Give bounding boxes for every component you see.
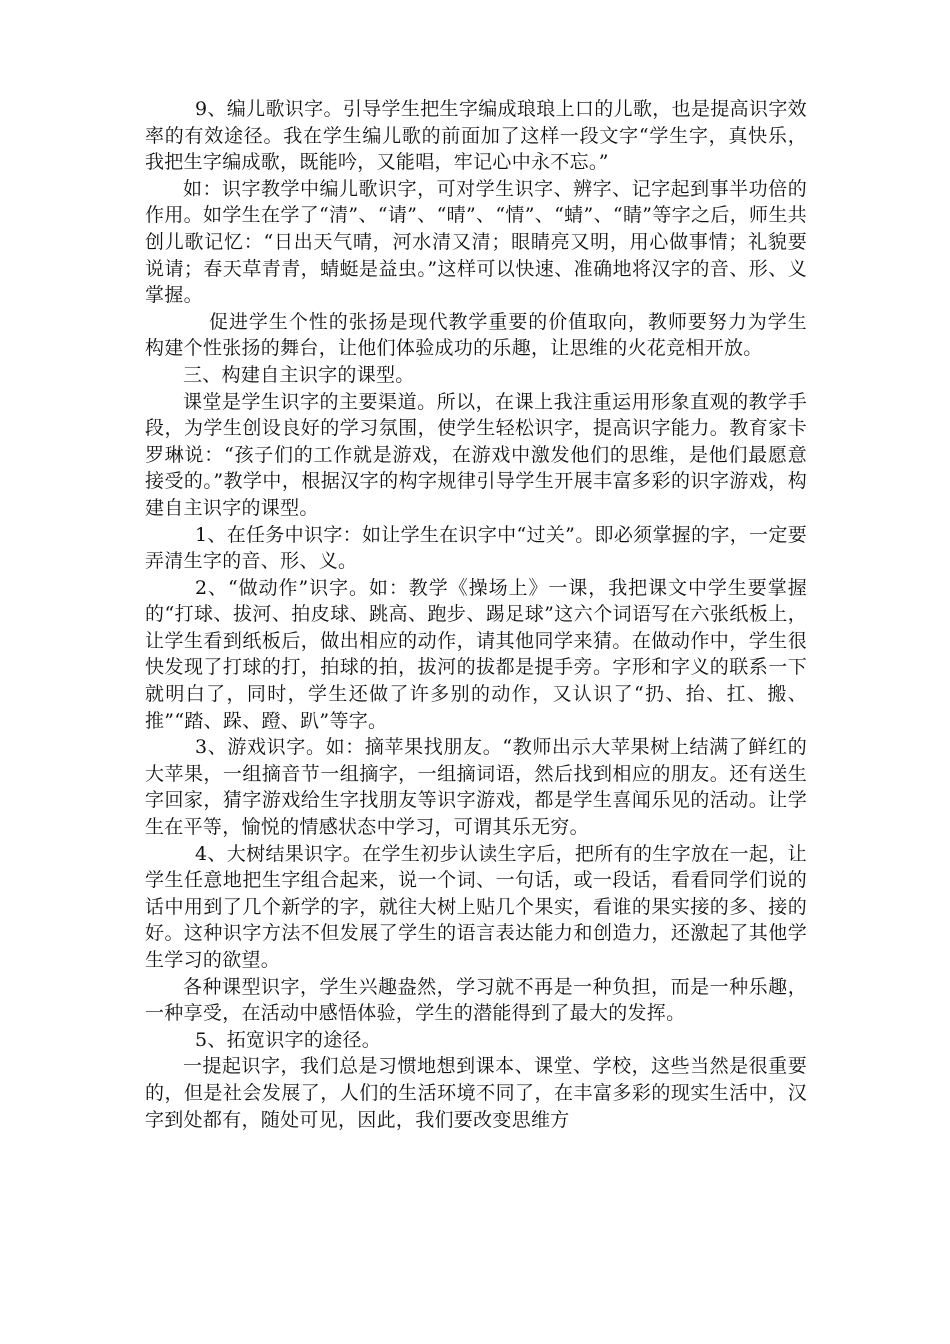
paragraph-action-literacy: 2、“做动作”识字。如：教学《操场上》一课，我把课文中学生要掌握的“打球、拔河、拍皮球、跳高、跑步、踢足球”这六个词语写在六张纸板上，让学生看到纸板后，做出相应的动作，请其他同学来猜。在做动作中，学生很快发现了打球的打，拍球的拍，拔河的拔都是提手旁。字形和字义的联系一下就明白了，同时，学生还做了许多别的动作，又认识了“扔、抬、扛、搬、推”“踏、跺、蹬、趴”等字。 bbox=[145, 576, 807, 732]
paragraph-individuality: 促进学生个性的张扬是现代教学重要的价值取向，教师要努力为学生构建个性张扬的舞台，让他们体验成功的乐趣，让思维的火花竞相开放。 bbox=[145, 310, 807, 360]
paragraph-classroom: 课堂是学生识字的主要渠道。所以，在课上我注重运用形象直观的教学手段，为学生创设良好的学习氛围，使学生轻松识字，提高识字能力。教育家卡罗琳说：“孩子们的工作就是游戏，在游戏中激发他们的思维，是他们最愿意接受的。”教学中，根据汉字的构字规律引导学生开展丰富多彩的识字游戏，构建自主识字的课型。 bbox=[145, 390, 807, 519]
paragraph-broaden-heading: 5、拓宽识字的途径。 bbox=[195, 1028, 382, 1051]
paragraph-lesson-types: 各种课型识字，学生兴趣盎然，学习就不再是一种负担，而是一种乐趣，一种享受，在活动中感悟体验，学生的潜能得到了最大的发挥。 bbox=[145, 975, 807, 1025]
section-heading-3: 三、构建自主识字的课型。 bbox=[183, 363, 415, 386]
paragraph-children-song: 9、编儿歌识字。引导学生把生字编成琅琅上口的儿歌，也是提高识字效率的有效途径。我在学生编儿歌的前面加了这样一段文字“学生字，真快乐，我把生字编成歌，既能吟，又能唱，牢记心中永不忘。” bbox=[145, 98, 807, 174]
paragraph-game-literacy: 3、游戏识字。如：摘苹果找朋友。“教师出示大苹果树上结满了鲜红的大苹果，一组摘音节一组摘字，一组摘词语，然后找到相应的朋友。还有送生字回家，猜字游戏给生字找朋友等识字游戏，都是学生喜闻乐见的活动。让学生在平等，愉悦的情感状态中学习，可谓其乐无穷。 bbox=[145, 736, 807, 839]
document-body bbox=[145, 96, 807, 1133]
paragraph-tree-literacy: 4、大树结果识字。在学生初步认读生字后，把所有的生字放在一起，让学生任意地把生字组合起来，说一个词、一句话，或一段话，看看同学们说的话中用到了几个新学的字，就往大树上贴几个果实，看谁的果实接的多、接的好。这种识字方法不但发展了学生的语言表达能力和创造力，还激起了其他学生学习的欲望。 bbox=[145, 842, 807, 971]
paragraph-song-example: 如：识字教学中编儿歌识字，可对学生识字、辨字、记字起到事半功倍的作用。如学生在学了“清”、“请”、“晴”、“情”、“蜻”、“睛”等字之后，师生共创儿歌记忆：“日出天气晴，河水清又清；眼睛亮又明，用心做事情；礼貌要说请；春天草青青，蜻蜓是益虫。”这样可以快速、准确地将汉字的音、形、义掌握。 bbox=[145, 177, 807, 307]
paragraph-task-literacy: 1、在任务中识字：如让学生在识字中“过关”。即必须掌握的字，一定要弄清生字的音、形、义。 bbox=[145, 523, 807, 573]
paragraph-broaden-body: 一提起识字，我们总是习惯地想到课本、课堂、学校，这些当然是很重要的，但是社会发展了，人们的生活环境不同了，在丰富多彩的现实生活中，汉字到处都有，随处可见，因此，我们要改变思维方 bbox=[145, 1055, 807, 1131]
